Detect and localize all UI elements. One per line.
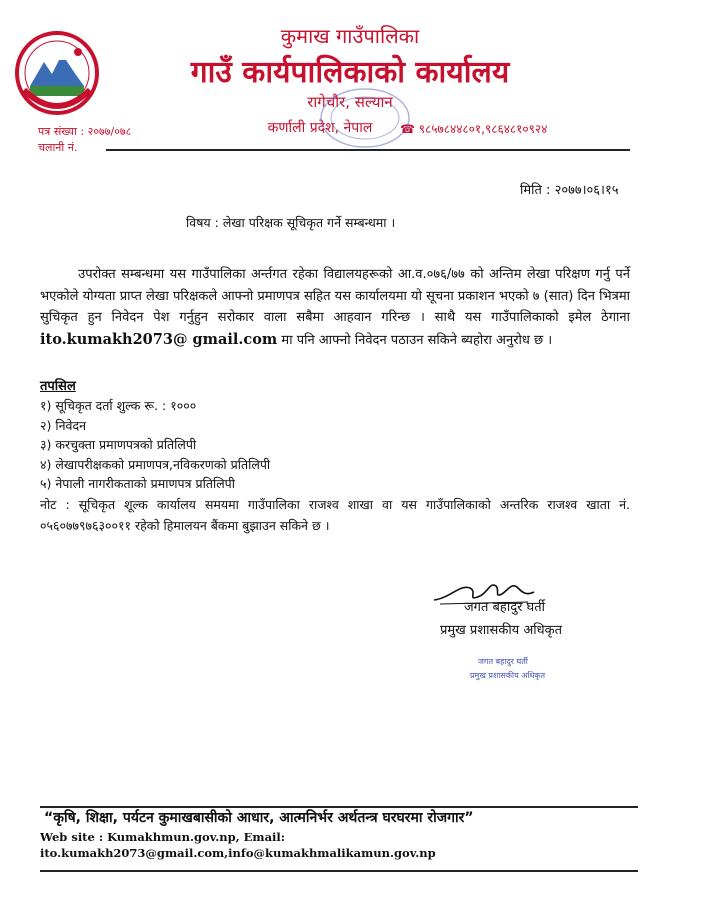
letterhead-rule bbox=[106, 149, 630, 151]
office-seal-icon bbox=[318, 86, 412, 150]
letter-body bbox=[40, 264, 630, 351]
office-location: रागेचौर, सल्यान bbox=[307, 93, 393, 111]
body-text-part-2: मा पनि आफ्नो निवेदन पठाउन सकिने ब्यहोरा अनुरोध छ । bbox=[281, 332, 553, 348]
office-phone: ☎ ९८५७८४४८०१,९८६४८१०९२४ bbox=[400, 122, 548, 136]
municipality-name: कुमाख गाउँपालिका bbox=[280, 24, 420, 48]
office-province: कर्णाली प्रदेश, नेपाल bbox=[267, 120, 373, 136]
body-email: ito.kumakh2073@ gmail.com bbox=[40, 330, 278, 348]
letter-subject: विषय : लेखा परिक्षक सूचिकृत गर्ने सम्बन्धमा । bbox=[186, 215, 396, 230]
office-name: गाउँ कार्यपालिकाको कार्यालय bbox=[190, 55, 510, 90]
letter-date: मिति : २०७७।०६।१५ bbox=[520, 183, 619, 198]
stamp-name: जगत बहादुर घर्ती bbox=[478, 657, 528, 666]
payment-note: नोट : सूचिकृत शूल्क कार्यालय समयमा गाउँपालिका राजश्व शाखा वा यस गाउँपालिकाको अन्तरिक राजश्व खाता नं. ०५६०७७९७६३००११ रहेको हिमालयन बैंकमा बुझाउन सकिने छ । bbox=[40, 497, 630, 533]
body-text-part-1: उपरोक्त सम्बन्धमा यस गाउँपालिका अर्न्तगत रहेका विद्यालयहरूको आ.व.०७६/७७ को अन्तिम लेखा परिक्षण गर्नु पर्ने भएकोले योग्यता प्राप्त लेखा परिक्षकले आफ्नो प्रमाणपत्र सहित यस कार्यालयमा यो सूचना प्रकाशन भएको ७ (सात) दिन भित्रमा सुचिकृत हुन निवेदन पेश गर्नुहुन सरोकार वाला सबैमा आहवान गरिन्छ । साथै यस गाउँपालिकाको इमेल ठेगाना bbox=[40, 267, 630, 325]
nepal-emblem-icon bbox=[14, 30, 100, 116]
list-item: ३) करचुक्ता प्रमाणपत्रको प्रतिलिपी bbox=[40, 437, 197, 452]
details-list bbox=[40, 396, 270, 494]
dispatch-number: चलानी नं. bbox=[38, 141, 78, 154]
signer-name: जगत बहादुर घर्ती bbox=[464, 600, 546, 615]
list-item: ४) लेखापरीक्षकको प्रमाणपत्र,नविकरणको प्रतिलिपी bbox=[40, 456, 271, 472]
footer-bottom-rule bbox=[40, 870, 638, 872]
reference-number: पत्र संख्या : २०७७/०७८ bbox=[38, 125, 132, 138]
signer-title: प्रमुख प्रशासकीय अधिकृत bbox=[440, 623, 563, 638]
details-title: तपसिल bbox=[40, 379, 76, 394]
list-item: १) सूचिकृत दर्ता शुल्क रू. : १००० bbox=[40, 398, 197, 413]
footer-website: Web site : Kumakhmun.gov.np, Email: bbox=[40, 830, 286, 844]
stamp-title: प्रमुख प्रशासकीय अधिकृत bbox=[470, 671, 546, 680]
list-item: ५) नेपाली नागरीकताको प्रमाणपत्र प्रतिलिपी bbox=[40, 476, 236, 491]
list-item: २) निवेदन bbox=[40, 417, 87, 433]
footer-slogan: “कृषि, शिक्षा, पर्यटन कुमाखबासीको आधार, आत्मनिर्भर अर्थतन्त्र घरघरमा रोजगार” bbox=[44, 810, 474, 826]
footer-emails: ito.kumakh2073@gmail.com,info@kumakhmalikamun.gov.np bbox=[40, 846, 436, 860]
